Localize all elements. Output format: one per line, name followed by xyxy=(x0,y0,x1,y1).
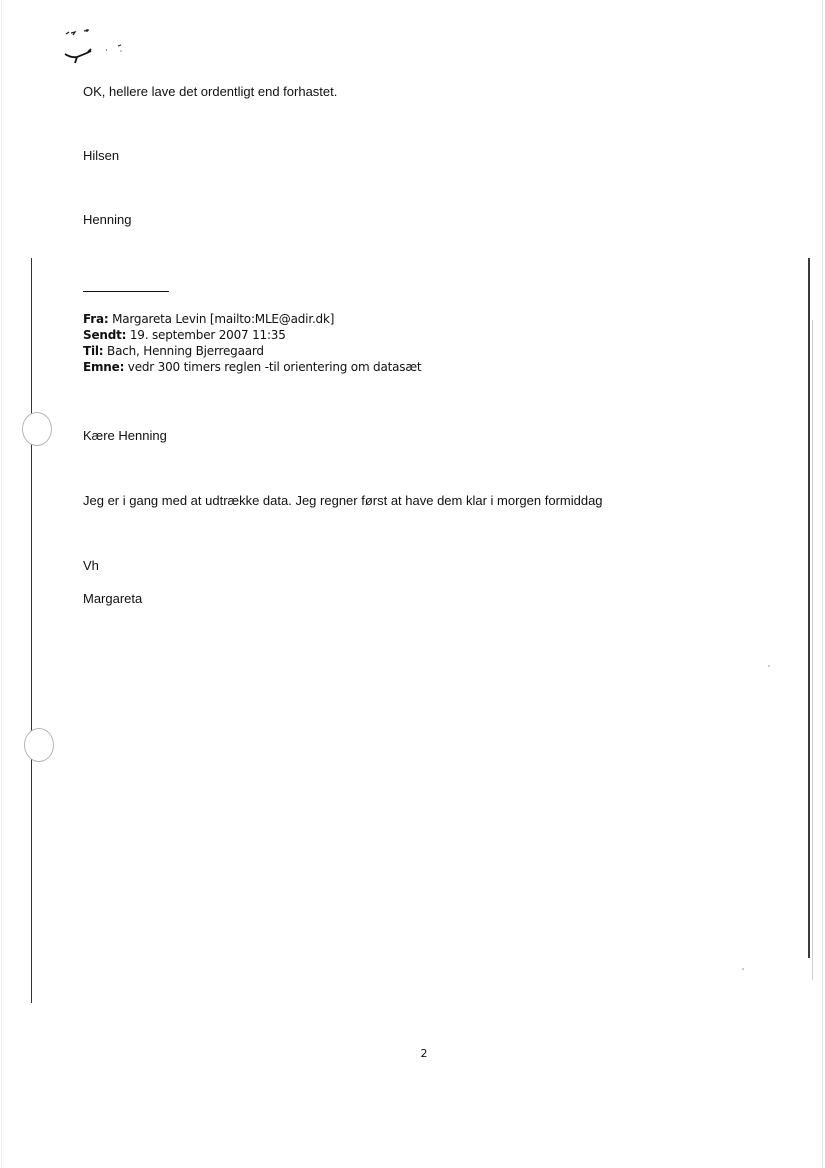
header-to-label: Til: xyxy=(83,344,104,358)
header-to xyxy=(83,343,264,359)
reply-greeting: Hilsen xyxy=(83,148,120,163)
message-signature: Margareta xyxy=(83,591,143,606)
scan-speck xyxy=(768,665,770,667)
header-sent-value: 19. september 2007 11:35 xyxy=(126,328,286,342)
scan-edge-left xyxy=(1,0,2,1168)
punch-hole-icon xyxy=(24,728,54,762)
handwritten-marks-icon xyxy=(60,24,140,74)
header-from-label: Fra: xyxy=(83,312,109,326)
header-subject-value: vedr 300 timers reglen -til orientering om datasæt xyxy=(124,360,422,374)
header-sent-label: Sendt: xyxy=(83,328,127,342)
header-to-value: Bach, Henning Bjerregaard xyxy=(103,344,264,358)
header-subject xyxy=(83,359,421,375)
reply-signature: Henning xyxy=(83,212,132,227)
message-separator xyxy=(83,291,169,292)
left-margin-line xyxy=(31,258,32,1003)
punch-hole-icon xyxy=(22,412,52,446)
message-salutation: Kære Henning xyxy=(83,428,167,443)
right-margin-line xyxy=(808,258,810,958)
message-closing: Vh xyxy=(83,558,99,573)
reply-line: OK, hellere lave det ordentligt end forhastet. xyxy=(83,84,338,99)
message-body-text: Jeg er i gang med at udtrække data. Jeg regner først at have dem klar i morgen formiddag xyxy=(83,493,603,508)
header-from-value: Margareta Levin [mailto:MLE@adir.dk] xyxy=(108,312,335,326)
header-from xyxy=(83,311,334,327)
scan-speck xyxy=(120,50,122,52)
page-number: 2 xyxy=(420,1047,428,1060)
header-sent xyxy=(83,327,286,343)
scan-edge-right xyxy=(822,0,823,1168)
scan-speck xyxy=(742,968,744,970)
header-subject-label: Emne: xyxy=(83,360,125,374)
right-margin-line-faint xyxy=(812,320,813,980)
